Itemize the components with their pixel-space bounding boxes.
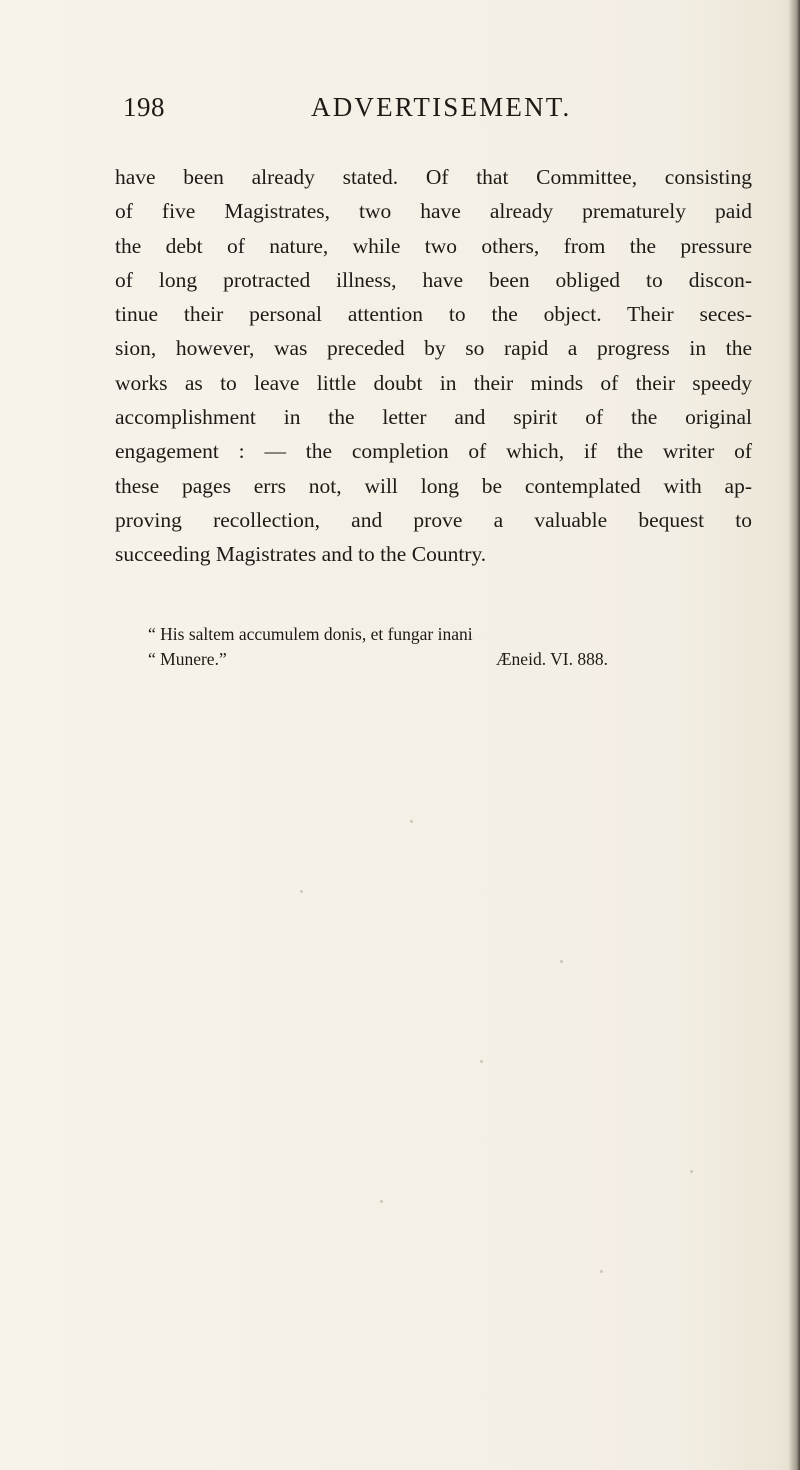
text-line: these pages errs not, will long be contemplated with ap- [115,473,752,498]
text-line: of long protracted illness, have been obliged to discon- [115,267,752,292]
text-line: the debt of nature, while two others, from the pressure [115,233,752,258]
text-line: engagement : — the completion of which, if the writer of [115,439,752,464]
page-edge-shadow [788,0,800,1470]
page-header [123,92,765,132]
paper-speck [690,1170,693,1173]
text-line: have been already stated. Of that Committee, consisting [115,165,752,189]
quotation-citation: Æneid. VI. 888. [496,649,608,669]
latin-quotation [148,622,743,672]
page-number: 198 [123,92,165,122]
text-line: succeeding Magistrates and to the Country. [115,542,487,567]
paper-speck [560,960,563,963]
running-title: ADVERTISEMENT. [311,92,572,122]
text-line: of five Magistrates, two have already prematurely paid [115,199,752,224]
text-line: proving recollection, and prove a valuable bequest to [115,507,752,532]
paper-speck [300,890,303,893]
paper-speck [410,820,413,823]
text-line: accomplishment in the letter and spirit of the original [115,405,752,430]
quotation-line: “ His saltem accumulem donis, et fungar inani [148,624,473,644]
text-line: tinue their personal attention to the object. Their seces- [115,302,752,327]
body-paragraph [115,160,752,572]
quotation-text: “ Munere.” [148,649,227,669]
text-line: works as to leave little doubt in their minds of their speedy [115,370,752,395]
quotation-line [148,647,743,672]
paper-speck [380,1200,383,1203]
text-line: sion, however, was preceded by so rapid a progress in the [115,336,752,361]
paper-speck [600,1270,603,1273]
paper-speck [480,1060,483,1063]
